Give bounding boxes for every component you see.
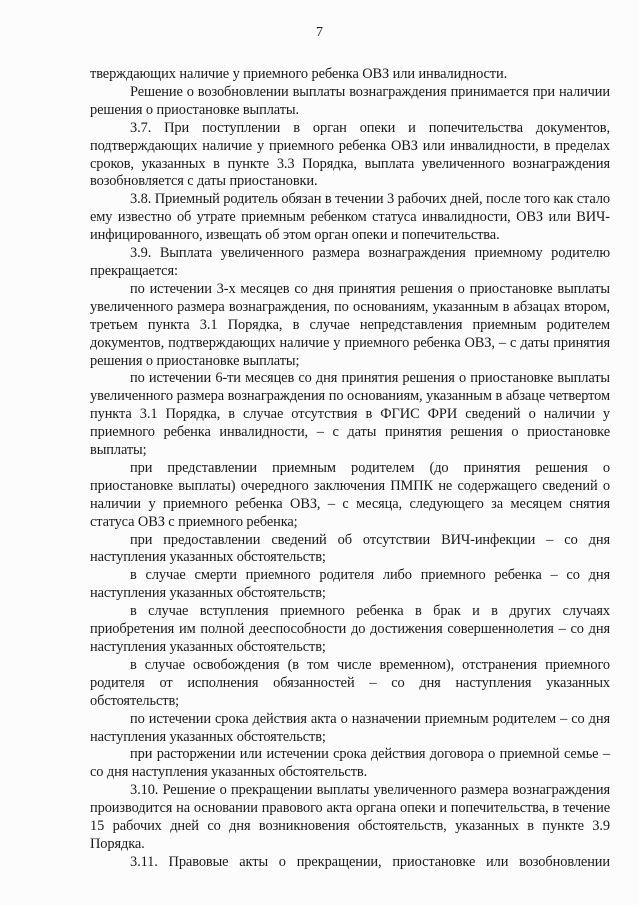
- paragraph: Решение о возобновлении выплаты вознаграждения принимается при наличии решения о приостановке выплаты.: [90, 83, 610, 118]
- paragraph: при представлении приемным родителем (до принятия решения о приостановке выплаты) очередного заключения ПМПК не содержащего сведений о наличии у приемного ребенка ОВЗ, – с месяца, следующего за месяцем снятия статуса ОВЗ с приемного ребенка;: [90, 459, 610, 530]
- paragraph: в случае смерти приемного родителя либо приемного ребенка – со дня наступления указанных обстоятельств;: [90, 567, 610, 602]
- paragraph: в случае вступления приемного ребенка в брак и в других случаях приобретения им полной дееспособности до достижения совершеннолетия – со дня наступления указанных обстоятельств;: [90, 603, 610, 655]
- paragraph: 3.11. Правовые акты о прекращении, приостановке или возобновлении: [130, 853, 610, 870]
- paragraph: по истечении 6-ти месяцев со дня принятия решения о приостановке выплаты увеличенного размера вознаграждения по основаниям, указанным в абзаце четвертом пункта 3.1 Порядка, в случае отсутствия в ФГИС ФРИ сведений о наличии у приемного ребенка инвалидности, – с даты принятия решения о приостановке выплаты;: [90, 370, 610, 459]
- paragraph: по истечении 3-х месяцев со дня принятия решения о приостановке выплаты увеличенного размера вознаграждения, по основаниям, указанным в абзацах втором, третьем пункта 3.1 Порядка, в случае непредставления приемным родителем документов, подтверждающих наличие у приемного ребенка ОВЗ, – с даты принятия решения о приостановке выплаты;: [90, 280, 610, 369]
- paragraph: 3.8. Приемный родитель обязан в течении 3 рабочих дней, после того как стало ему известно об утрате приемным ребенком статуса инвалидности, ОВЗ или ВИЧ-инфицированного, извещать об этом орган опеки и попечительства.: [90, 191, 610, 244]
- paragraph: 3.9. Выплата увеличенного размера вознаграждения приемному родителю прекращается:: [90, 245, 610, 279]
- document-body: [90, 66, 610, 872]
- paragraph: тверждающих наличие у приемного ребенка ОВЗ или инвалидности.: [90, 66, 508, 82]
- paragraph: 3.7. При поступлении в орган опеки и попечительства документов, подтверждающих наличие у приемного ребенка ОВЗ или инвалидности, в пределах сроков, указанных в пункте 3.3 Порядка, выплата увеличенного вознаграждения возобновляется с даты приостановки.: [90, 119, 610, 190]
- paragraph: при предоставлении сведений об отсутствии ВИЧ-инфекции – со дня наступления указанных обстоятельств;: [90, 531, 610, 566]
- paragraph: 3.10. Решение о прекращении выплаты увеличенного размера вознаграждения производится на основании правового акта органа опеки и попечительства, в течение 15 рабочих дней со дня возникновения обстоятельств, указанных в пункте 3.9 Порядка.: [90, 782, 610, 852]
- paragraph: при расторжении или истечении срока действия договора о приемной семье – со дня наступления указанных обстоятельств.: [90, 746, 610, 781]
- paragraph: в случае освобождения (в том числе временном), отстранения приемного родителя от исполнения обязанностей – со дня наступления указанных обстоятельств;: [90, 656, 610, 709]
- page-number: 7: [316, 25, 323, 40]
- paragraph: по истечении срока действия акта о назначении приемным родителем – со дня наступления указанных обстоятельств;: [90, 710, 610, 745]
